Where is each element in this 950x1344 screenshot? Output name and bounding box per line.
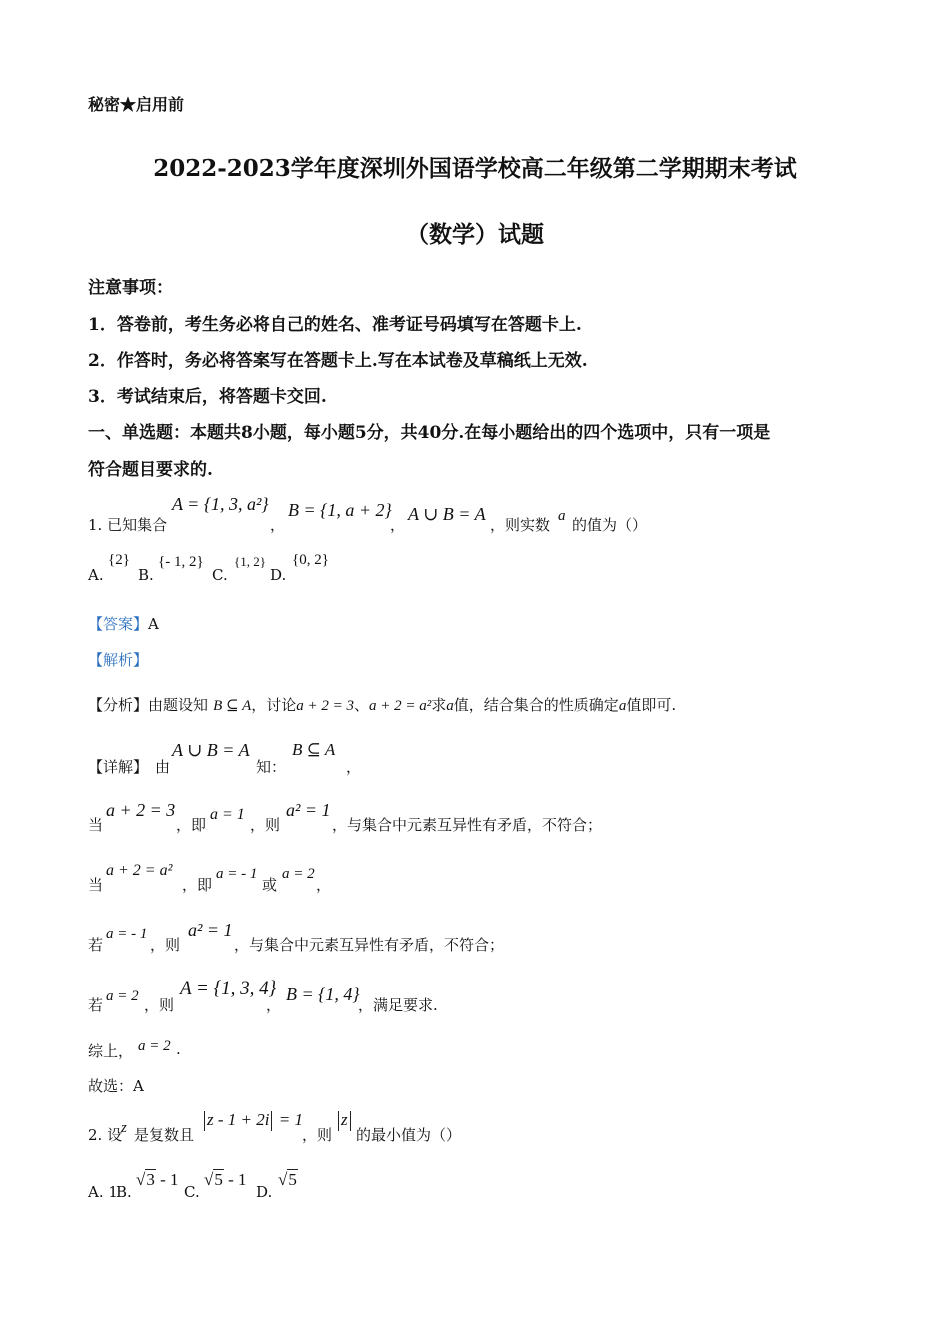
q1-set-b: B = {1, a + 2} xyxy=(288,500,392,520)
fenxi-math: a + 2 = 3 xyxy=(296,698,355,714)
q1-prefix: 1. 已知集合 xyxy=(88,516,168,534)
fenxi-text: 由题设知 xyxy=(148,696,209,714)
case-math: a + 2 = a² xyxy=(106,862,173,879)
q2-prefix: 2. 设 xyxy=(88,1126,123,1144)
summary-math: a = 2 xyxy=(138,1038,171,1054)
case-text: 或 xyxy=(262,876,278,894)
q2-option-d-label: D. xyxy=(256,1183,273,1201)
case-text: ， xyxy=(266,996,282,1014)
detail-math: A ∪ B = A xyxy=(172,740,250,760)
case-text: ，与集合中元素互异性有矛盾，不符合； xyxy=(234,936,505,954)
answer-tag: 【答案】 xyxy=(88,615,149,633)
case-math: B = {1, 4} xyxy=(286,984,360,1004)
case-text: ，满足要求. xyxy=(358,996,438,1014)
section-heading-cont: 符合题目要求的. xyxy=(88,460,213,480)
fenxi-math: a + 2 = a² xyxy=(369,698,432,714)
q2-cond-eq: = 1 xyxy=(278,1110,303,1129)
detail-tag: 【详解】 xyxy=(88,758,149,776)
note-item: 3．考试结束后，将答题卡交回. xyxy=(88,387,327,407)
fenxi-var: a xyxy=(618,698,627,714)
case-text: ， xyxy=(316,876,332,894)
fenxi-text: 值即可. xyxy=(626,696,677,714)
case-math: a = 1 xyxy=(210,806,245,823)
fenxi-text: ，讨论 xyxy=(251,696,297,714)
detail-text: ， xyxy=(346,758,362,776)
q1-option-a-label: A. xyxy=(88,566,104,584)
case-math: a² = 1 xyxy=(188,920,233,940)
fenxi-text: 求 xyxy=(431,696,447,714)
case-text: ，与集合中元素互异性有矛盾，不符合； xyxy=(332,816,603,834)
q2-option-b: √3 - 1 xyxy=(136,1170,179,1189)
case-when: 当 xyxy=(88,876,104,894)
case-when: 当 xyxy=(88,816,104,834)
q1-option-b: {- 1, 2} xyxy=(158,554,204,570)
case-if: 若 xyxy=(88,996,104,1014)
answer-value: A xyxy=(148,615,159,633)
q2-option-c-label: C. xyxy=(184,1183,200,1201)
note-item: 1．答卷前，考生务必将自己的姓名、准考证号码填写在答题卡上. xyxy=(88,315,582,335)
q2-option-a: A. 1 xyxy=(88,1183,118,1201)
q2-text: ，则 xyxy=(302,1126,333,1144)
case-text: ，则 xyxy=(150,936,181,954)
q2-text: 是复数且 xyxy=(134,1126,195,1144)
case-text: ，即 xyxy=(176,816,207,834)
fenxi-text: 值，结合集合的性质确定 xyxy=(453,696,619,714)
q1-suffix: ，则实数 xyxy=(490,516,551,534)
q2-var: z xyxy=(121,1120,127,1136)
case-math: a = - 1 xyxy=(216,866,258,882)
comma: ， xyxy=(270,516,286,534)
detail-text: 由 xyxy=(155,758,171,776)
case-if: 若 xyxy=(88,936,104,954)
case-text: ，则 xyxy=(144,996,175,1014)
q1-option-d-label: D. xyxy=(270,566,287,584)
exam-title: 2022-2023学年度深圳外国语学校高二年级第二学期期末考试 xyxy=(153,155,797,182)
q1-option-d: {0, 2} xyxy=(292,552,329,568)
notes-heading: 注意事项： xyxy=(88,278,173,298)
analysis-tag: 【解析】 xyxy=(88,651,149,669)
case-math: A = {1, 3, 4} xyxy=(180,978,277,999)
detail-math: B ⊆ A xyxy=(292,740,336,759)
fenxi-tag: 【分析】 xyxy=(88,696,149,714)
q2-abs-z: z xyxy=(336,1110,353,1131)
q1-set-a: A = {1, 3, a²} xyxy=(172,494,269,514)
case-text: ，则 xyxy=(250,816,281,834)
q2-option-d: √5 xyxy=(278,1170,297,1189)
q1-var: a xyxy=(558,508,566,524)
case-math: a = 2 xyxy=(106,988,139,1004)
q2-text: 的最小值为（） xyxy=(356,1126,462,1144)
case-math: a + 2 = 3 xyxy=(106,800,176,820)
q2-option-c: √5 - 1 xyxy=(204,1170,247,1189)
fenxi-math: B ⊆ A xyxy=(213,698,252,714)
q1-option-a: {2} xyxy=(108,552,130,568)
exam-subtitle: （数学）试题 xyxy=(406,221,544,248)
q1-option-b-label: B. xyxy=(138,566,154,584)
case-math: a = 2 xyxy=(282,866,315,882)
confidential-label: 秘密★启用前 xyxy=(88,95,185,114)
choice-line: 故选：A xyxy=(88,1077,144,1095)
summary-end: . xyxy=(176,1040,181,1058)
q2-condition xyxy=(202,1110,303,1131)
fenxi-text: 、 xyxy=(354,696,370,714)
summary-text: 综上， xyxy=(88,1042,134,1060)
q1-suffix-end: 的值为（） xyxy=(572,516,648,534)
case-text: ，即 xyxy=(182,876,213,894)
q1-condition: A ∪ B = A xyxy=(408,504,486,524)
q1-option-c: {1, 2} xyxy=(234,554,266,569)
note-item: 2．作答时，务必将答案写在答题卡上.写在本试卷及草稿纸上无效. xyxy=(88,351,588,371)
comma: ， xyxy=(390,516,406,534)
case-math: a² = 1 xyxy=(286,800,331,820)
q2-option-b-label: B. xyxy=(116,1183,132,1201)
case-math: a = - 1 xyxy=(106,926,148,942)
section-heading: 一、单选题：本题共8小题，每小题5分，共40分.在每小题给出的四个选项中，只有一项是 xyxy=(88,423,771,443)
q2-cond-expr: z - 1 + 2i xyxy=(207,1110,270,1129)
fenxi-var: a xyxy=(446,698,454,714)
detail-text: 知： xyxy=(256,758,287,776)
answer-line xyxy=(88,613,159,634)
q1-fenxi xyxy=(88,694,676,715)
q1-option-c-label: C. xyxy=(212,566,228,584)
